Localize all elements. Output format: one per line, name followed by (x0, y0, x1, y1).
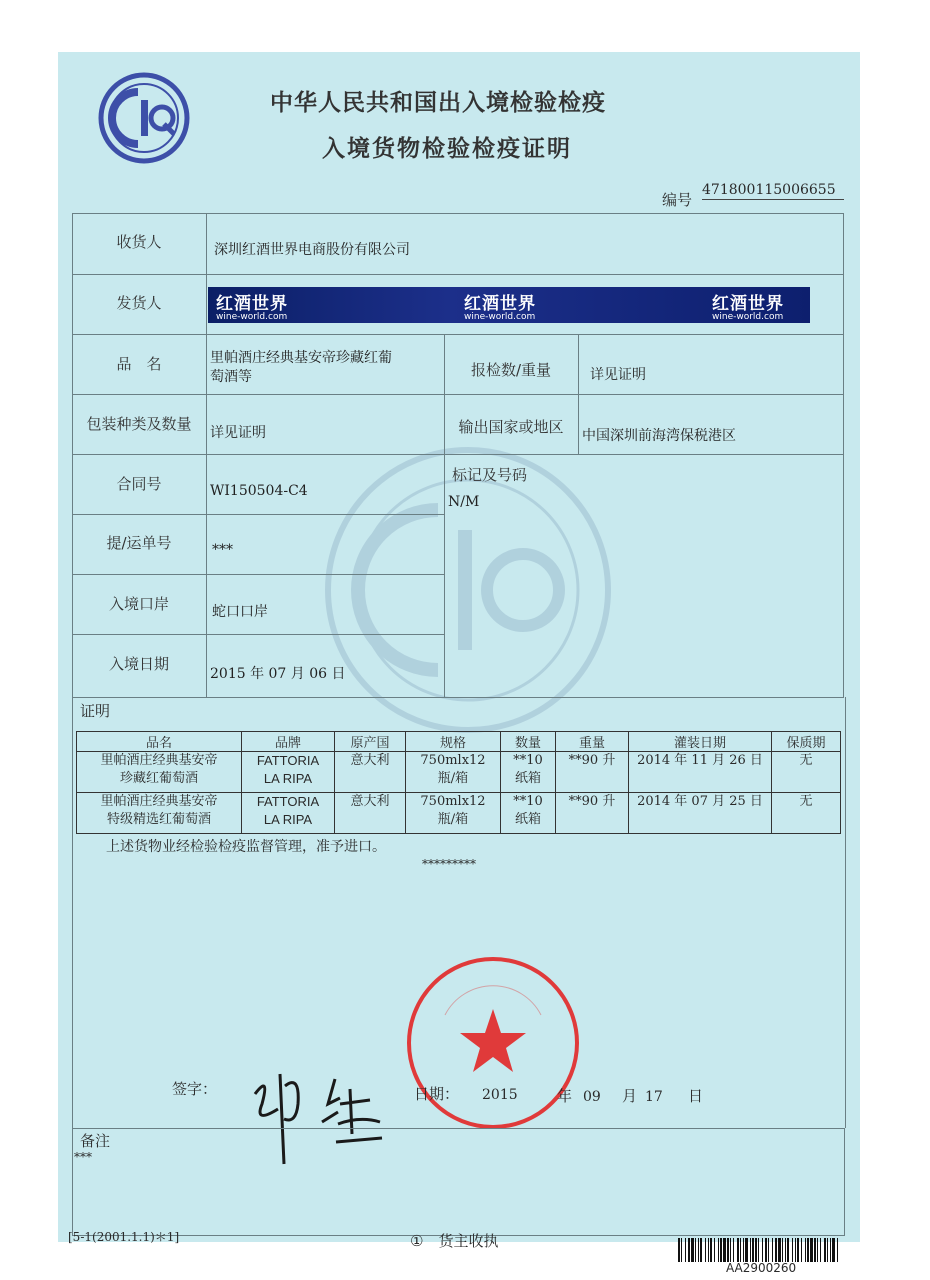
entry-date-label: 入境日期 (108, 655, 169, 673)
contract-no-label: 合同号 (116, 475, 162, 493)
consignee-label: 收货人 (116, 233, 162, 251)
cert-no-label: 编号 (662, 191, 693, 209)
date-month: 09 (583, 1089, 601, 1105)
cell-weight: **90 升 (556, 752, 629, 793)
cell-origin: 意大利 (335, 793, 406, 834)
bl-no-value: *** (212, 542, 233, 558)
date-year-unit: 年 (557, 1087, 573, 1105)
quantity-weight-label: 报检数/重量 (470, 361, 552, 379)
entry-date-value: 2015 年 07 月 06 日 (210, 666, 346, 682)
col-name: 品名 (77, 732, 242, 752)
product-name-label: 品 名 (116, 355, 162, 373)
col-origin: 原产国 (335, 732, 406, 752)
cell-qty: **10 纸箱 (501, 752, 556, 793)
table-row (77, 752, 841, 793)
cell-fill-date: 2014 年 07 月 25 日 (629, 793, 772, 834)
barcode-icon (678, 1238, 838, 1262)
col-fill-date: 灌装日期 (629, 732, 772, 752)
origin-value: 中国深圳前海湾保税港区 (582, 428, 736, 444)
cell-shelf-life: 无 (772, 793, 841, 834)
bl-no-label: 提/运单号 (106, 534, 172, 552)
packing-label: 包装种类及数量 (86, 415, 192, 433)
cell-spec: 750mlx12 瓶/箱 (406, 793, 501, 834)
cell-brand: FATTORIA LA RIPA (242, 752, 335, 793)
consignor-label: 发货人 (116, 294, 162, 312)
consignor-banner (208, 287, 810, 323)
col-brand: 品牌 (242, 732, 335, 752)
contract-no-value: WI150504-C4 (210, 483, 308, 499)
date-year: 2015 (482, 1087, 518, 1103)
copy-label: ① 货主收执 (410, 1232, 499, 1250)
goods-table-header (77, 732, 841, 752)
approval-stars: ********* (422, 857, 476, 871)
product-name-line1: 里帕酒庄经典基安帝珍藏红葡 (210, 350, 392, 366)
banner-logo-3: 红酒世界 wine-world.com (712, 294, 784, 322)
col-spec: 规格 (406, 732, 501, 752)
date-day-unit: 日 (688, 1087, 704, 1105)
official-seal-icon (405, 955, 581, 1131)
remarks-label: 备注 (80, 1132, 111, 1150)
origin-label: 输出国家或地区 (458, 418, 564, 436)
product-name-line2: 萄酒等 (210, 369, 252, 385)
col-qty: 数量 (501, 732, 556, 752)
entry-port-label: 入境口岸 (108, 595, 169, 613)
quantity-weight-value: 详见证明 (590, 367, 646, 383)
sign-label: 签字： (172, 1080, 218, 1098)
cert-no: 471800115006655 (702, 182, 844, 200)
packing-value: 详见证明 (210, 425, 266, 441)
form-code: [5-1(2001.1.1)＊1] (68, 1230, 180, 1244)
marks-value: N/M (448, 494, 480, 510)
cell-fill-date: 2014 年 11 月 26 日 (629, 752, 772, 793)
fields-grid (72, 213, 844, 697)
cell-brand: FATTORIA LA RIPA (242, 793, 335, 834)
cell-weight: **90 升 (556, 793, 629, 834)
barcode-number: AA2900260 (726, 1261, 797, 1275)
cell-origin: 意大利 (335, 752, 406, 793)
marks-label: 标记及号码 (452, 466, 528, 484)
org-title: 中华人民共和国出入境检验检疫 (270, 90, 606, 116)
remarks-box (72, 1128, 845, 1236)
approval-text: 上述货物业经检验检疫监督管理，准予进口。 (106, 839, 386, 855)
date-label: 日期： (414, 1085, 460, 1103)
cell-name: 里帕酒庄经典基安帝 特级精选红葡萄酒 (77, 793, 242, 834)
date-day: 17 (645, 1089, 663, 1105)
cell-spec: 750mlx12 瓶/箱 (406, 752, 501, 793)
date-month-unit: 月 (622, 1087, 638, 1105)
consignee-value: 深圳红酒世界电商股份有限公司 (214, 242, 410, 258)
doc-title: 入境货物检验检疫证明 (322, 136, 572, 162)
goods-table (76, 731, 841, 834)
banner-logo-1: 红酒世界 wine-world.com (216, 294, 288, 322)
table-row (77, 793, 841, 834)
cell-shelf-life: 无 (772, 752, 841, 793)
cell-qty: **10 纸箱 (501, 793, 556, 834)
entry-port-value: 蛇口口岸 (212, 604, 268, 620)
remarks-value: *** (74, 1150, 92, 1164)
banner-logo-2: 红酒世界 wine-world.com (464, 294, 536, 322)
certificate-label: 证明 (80, 702, 111, 720)
col-weight: 重量 (556, 732, 629, 752)
col-shelf-life: 保质期 (772, 732, 841, 752)
ciq-logo-icon (98, 72, 190, 164)
cell-name: 里帕酒庄经典基安帝 珍藏红葡萄酒 (77, 752, 242, 793)
